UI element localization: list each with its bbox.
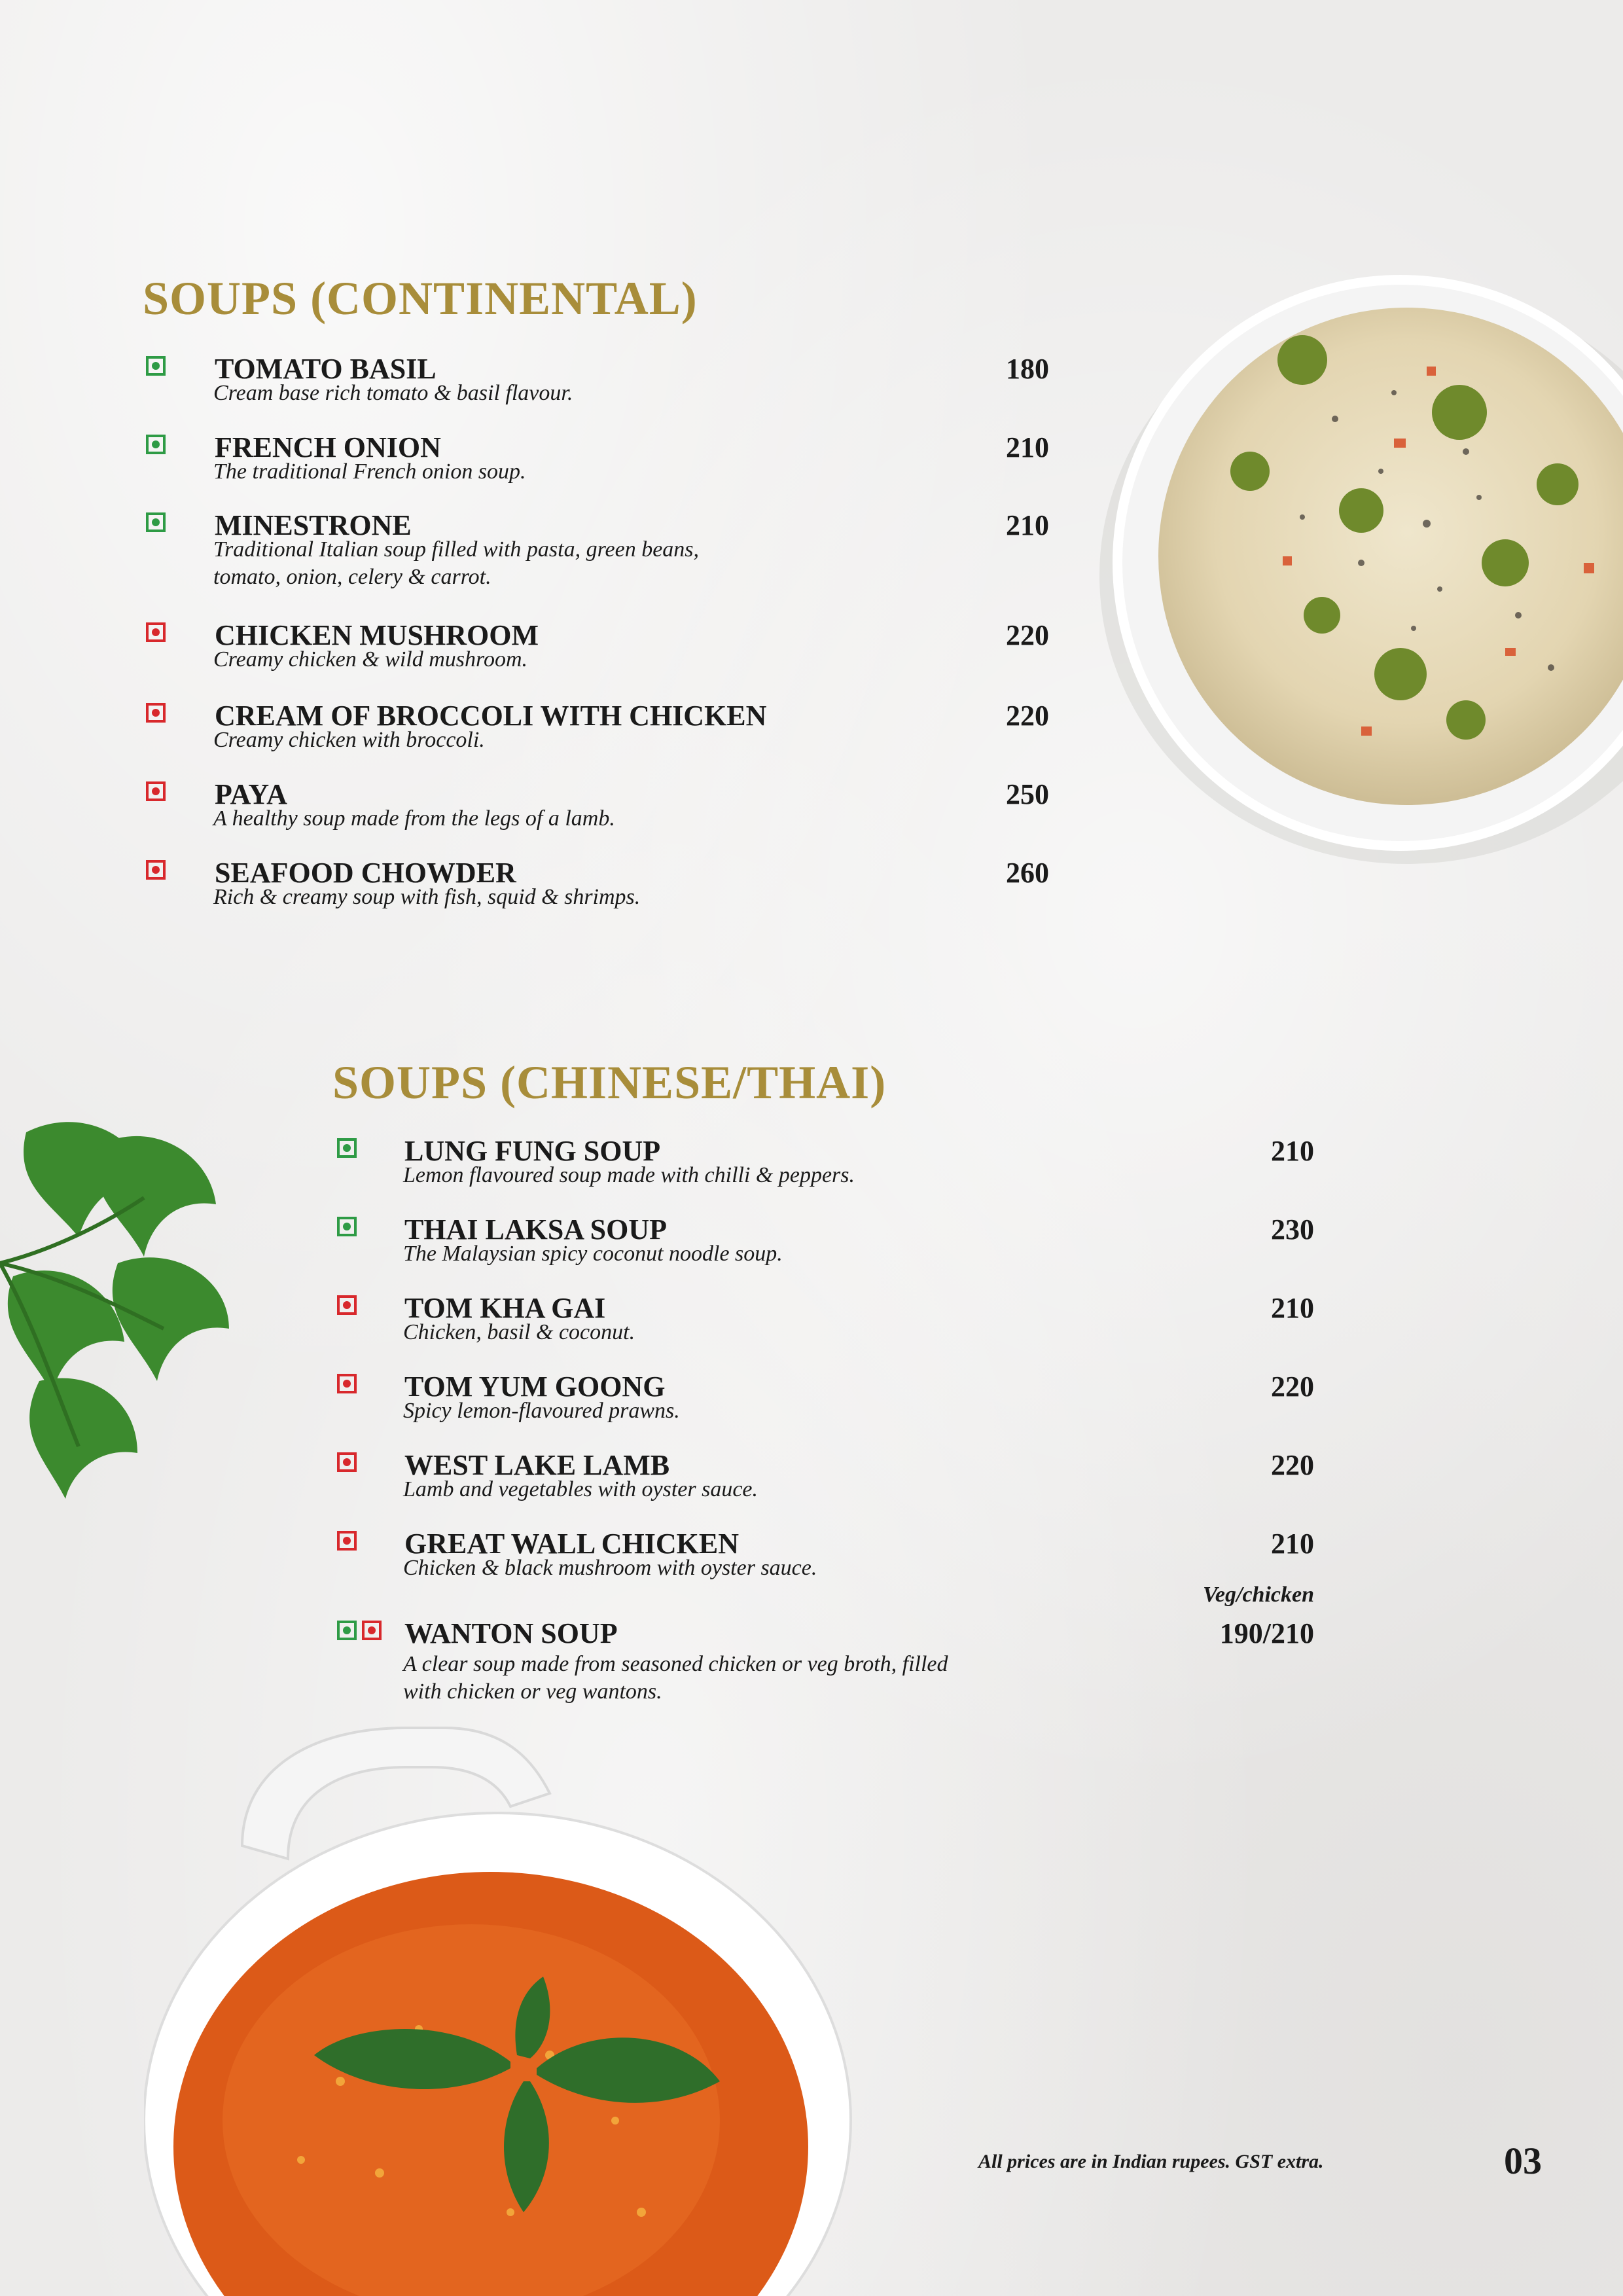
item-description: Traditional Italian soup filled with pasta, green beans, (213, 537, 700, 562)
item-price: 210 (1006, 431, 1049, 463)
non-veg-mark-icon (146, 781, 166, 801)
item-name: MINESTRONE (215, 509, 412, 541)
item-name: THAI LAKSA SOUP (404, 1213, 667, 1246)
non-veg-mark-icon (146, 622, 166, 642)
price-label: Veg/chicken (1203, 1583, 1314, 1607)
item-description: Cream base rich tomato & basil flavour. (213, 381, 573, 405)
non-veg-mark-icon (337, 1295, 357, 1315)
non-veg-mark-icon (337, 1531, 357, 1551)
item-name: GREAT WALL CHICKEN (404, 1528, 740, 1560)
item-description: Lamb and vegetables with oyster sauce. (403, 1477, 758, 1501)
non-veg-mark-icon (337, 1374, 357, 1393)
item-price: 220 (1271, 1449, 1314, 1481)
non-veg-mark-icon (337, 1452, 357, 1472)
item-price: 210 (1271, 1528, 1314, 1560)
item-name: TOMATO BASIL (215, 353, 437, 385)
section-title: SOUPS (CHINESE/THAI) (332, 1056, 887, 1109)
item-description: Spicy lemon-flavoured prawns. (403, 1399, 680, 1423)
item-description: The traditional French onion soup. (213, 459, 526, 484)
item-name: CREAM OF BROCCOLI WITH CHICKEN (215, 700, 767, 732)
page-number: 03 (1504, 2140, 1542, 2182)
item-name: SEAFOOD CHOWDER (215, 857, 516, 889)
item-name: CHICKEN MUSHROOM (215, 619, 539, 651)
item-price: 210 (1271, 1135, 1314, 1167)
item-price: 210 (1006, 509, 1049, 541)
non-veg-mark-icon (146, 860, 166, 880)
veg-mark-icon (146, 356, 166, 376)
broccoli-soup-bowl-image (1086, 223, 1623, 942)
item-price: 230 (1271, 1213, 1314, 1246)
non-veg-mark-icon (362, 1621, 382, 1640)
item-price: 220 (1006, 700, 1049, 732)
item-price: 220 (1006, 619, 1049, 651)
item-price: 190/210 (1219, 1617, 1314, 1649)
non-veg-mark-icon (146, 703, 166, 723)
veg-mark-icon (337, 1138, 357, 1158)
item-description: Chicken, basil & coconut. (403, 1320, 635, 1344)
item-description: Creamy chicken with broccoli. (213, 728, 485, 752)
item-description: A healthy soup made from the legs of a lamb. (213, 806, 615, 831)
item-description: with chicken or veg wantons. (403, 1679, 662, 1704)
item-name: LUNG FUNG SOUP (404, 1135, 661, 1167)
item-description: The Malaysian spicy coconut noodle soup. (403, 1242, 783, 1266)
coriander-sprig-image (0, 1106, 242, 1499)
item-price: 180 (1006, 353, 1049, 385)
item-description: Creamy chicken & wild mushroom. (213, 647, 528, 672)
item-price: 250 (1006, 778, 1049, 810)
veg-mark-icon (337, 1621, 357, 1640)
item-name: TOM YUM GOONG (404, 1371, 666, 1403)
item-description: A clear soup made from seasoned chicken or veg broth, filled (403, 1652, 948, 1676)
item-price: 220 (1271, 1371, 1314, 1403)
item-description: Chicken & black mushroom with oyster sauce. (403, 1556, 817, 1580)
item-name: PAYA (215, 778, 287, 810)
section-title: SOUPS (CONTINENTAL) (143, 272, 698, 325)
price-note: All prices are in Indian rupees. GST extra. (978, 2151, 1324, 2172)
item-name: WEST LAKE LAMB (404, 1449, 670, 1481)
tomato-soup-bowl-image (144, 1715, 897, 2296)
item-price: 260 (1006, 857, 1049, 889)
item-description: tomato, onion, celery & carrot. (213, 565, 491, 589)
item-description: Rich & creamy soup with fish, squid & shrimps. (213, 885, 641, 909)
item-description: Lemon flavoured soup made with chilli & peppers. (403, 1163, 855, 1187)
item-name: TOM KHA GAI (404, 1292, 606, 1324)
item-name: FRENCH ONION (215, 431, 441, 463)
veg-mark-icon (337, 1217, 357, 1236)
veg-mark-icon (146, 512, 166, 532)
item-name: WANTON SOUP (404, 1617, 618, 1649)
item-price: 210 (1271, 1292, 1314, 1324)
veg-mark-icon (146, 435, 166, 454)
